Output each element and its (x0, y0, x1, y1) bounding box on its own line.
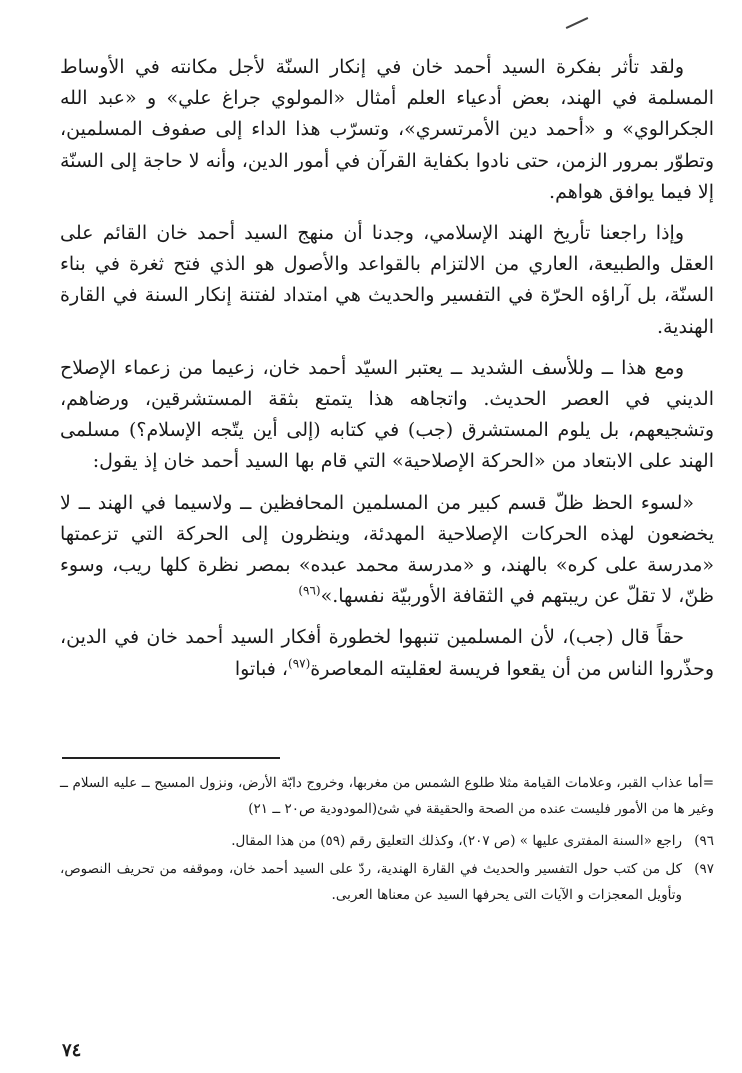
footnote-text: كل من كتب حول التفسير والحديث في القارة الهندية، ردّ على السيد أحمد خان، وموقفه من تحريف النصوص، وتأويل المعجزات و الآيات التى يحرفها السيد عن معناها العربى. (60, 861, 682, 903)
footnote-continuation: =أما عذاب القبر، وعلامات القيامة مثلا طلوع الشمس من مغربها، وخروج دابّة الأرض، ونزول المسيح ــ عليه السلام ــ وغير ها من الأمور فليست عنده من الصحة والحقيقة في شئ(المودودية ص٢٠ ــ ٢١) (60, 775, 714, 817)
corner-pen-mark (566, 17, 589, 29)
main-text (60, 52, 714, 695)
footnote-ref-97: (٩٧) (288, 656, 311, 671)
footnote-ref-96: (٩٦) (298, 583, 321, 598)
quotation-text: «لسوء الحظ ظلّ قسم كبير من المسلمين المحافظين ــ ولاسيما في الهند ــ لا يخضعون لهذه الحركات الإصلاحية المهدئة، وينظرون إلى الحركة التي تزعمتها «مدرسة على كره» بالهند، و «مدرسة محمد عبده» بمصر نظرة كلها ريب، وسوء ظنّ، لا تقلّ عن ريبتهم في الثقافة الأوربيّة نفسها.» (60, 491, 714, 608)
footnote-number: ٩٦) (694, 833, 714, 849)
paragraph-1: ولقد تأثر بفكرة السيد أحمد خان في إنكار السنّة لأجل مكانته في الأوساط المسلمة في الهند، بعض أدعياء العلم أمثال «المولوي جراغ علي» و «عبد الله الجكرالوي» و «أحمد دين الأمرتسري»، وتسرّب هذا الداء إلى صفوف المسلمين، وتطوّر بمرور الزمن، حتى نادوا بكفاية القرآن في أمور الدين، وأنه لا حاجة إلى السنّة إلا فيما يوافق هواهم. (60, 56, 714, 203)
footnotes (60, 770, 714, 910)
footnote-separator (62, 757, 280, 759)
footnote-97 (60, 856, 714, 908)
footnote-text: راجع «السنة المفترى عليها » (ص ٢٠٧)، وكذلك التعليق رقم (٥٩) من هذا المقال. (231, 833, 682, 849)
footnote-number: ٩٧) (694, 861, 714, 877)
paragraph-3: ومع هذا ــ وللأسف الشديد ــ يعتبر السيّد أحمد خان، زعيما من زعماء الإصلاح الديني في العصر الحديث. واتجاهه هذا يتمتع بثقة المستشرقين، ورضاهم، وتشجيعهم، بل يلوم المستشرق (جب) في كتابه (إلى أين يتّجه الإسلام؟) مسلمى الهند على الابتعاد من «الحركة الإصلاحية» التي قام بها السيد أحمد خان إذ يقول: (60, 356, 714, 473)
closing-text: حقاً قال (جب)، لأن المسلمين تنبهوا لخطورة أفكار السيد أحمد خان في الدين، وحذّروا الناس من أن يقعوا فريسة لعقليته المعاصرة (60, 626, 714, 680)
quotation-paragraph (60, 488, 714, 613)
page-number: ٧٤ (62, 1040, 82, 1061)
paragraph-2: وإذا راجعنا تأريخ الهند الإسلامي، وجدنا أن منهج السيد أحمد خان القائم على العقل والطبيعة، العاري من الالتزام بالقواعد والأصول هو الذي فتح ثغرة في بناء السنّة، بل آراؤه الحرّة في التفسير والحديث هي امتداد لفتنة إنكار السنة في القارة الهندية. (60, 222, 714, 338)
closing-text-end: ، فباتوا (234, 657, 289, 680)
footnote-96 (60, 828, 714, 854)
closing-paragraph (60, 622, 714, 684)
